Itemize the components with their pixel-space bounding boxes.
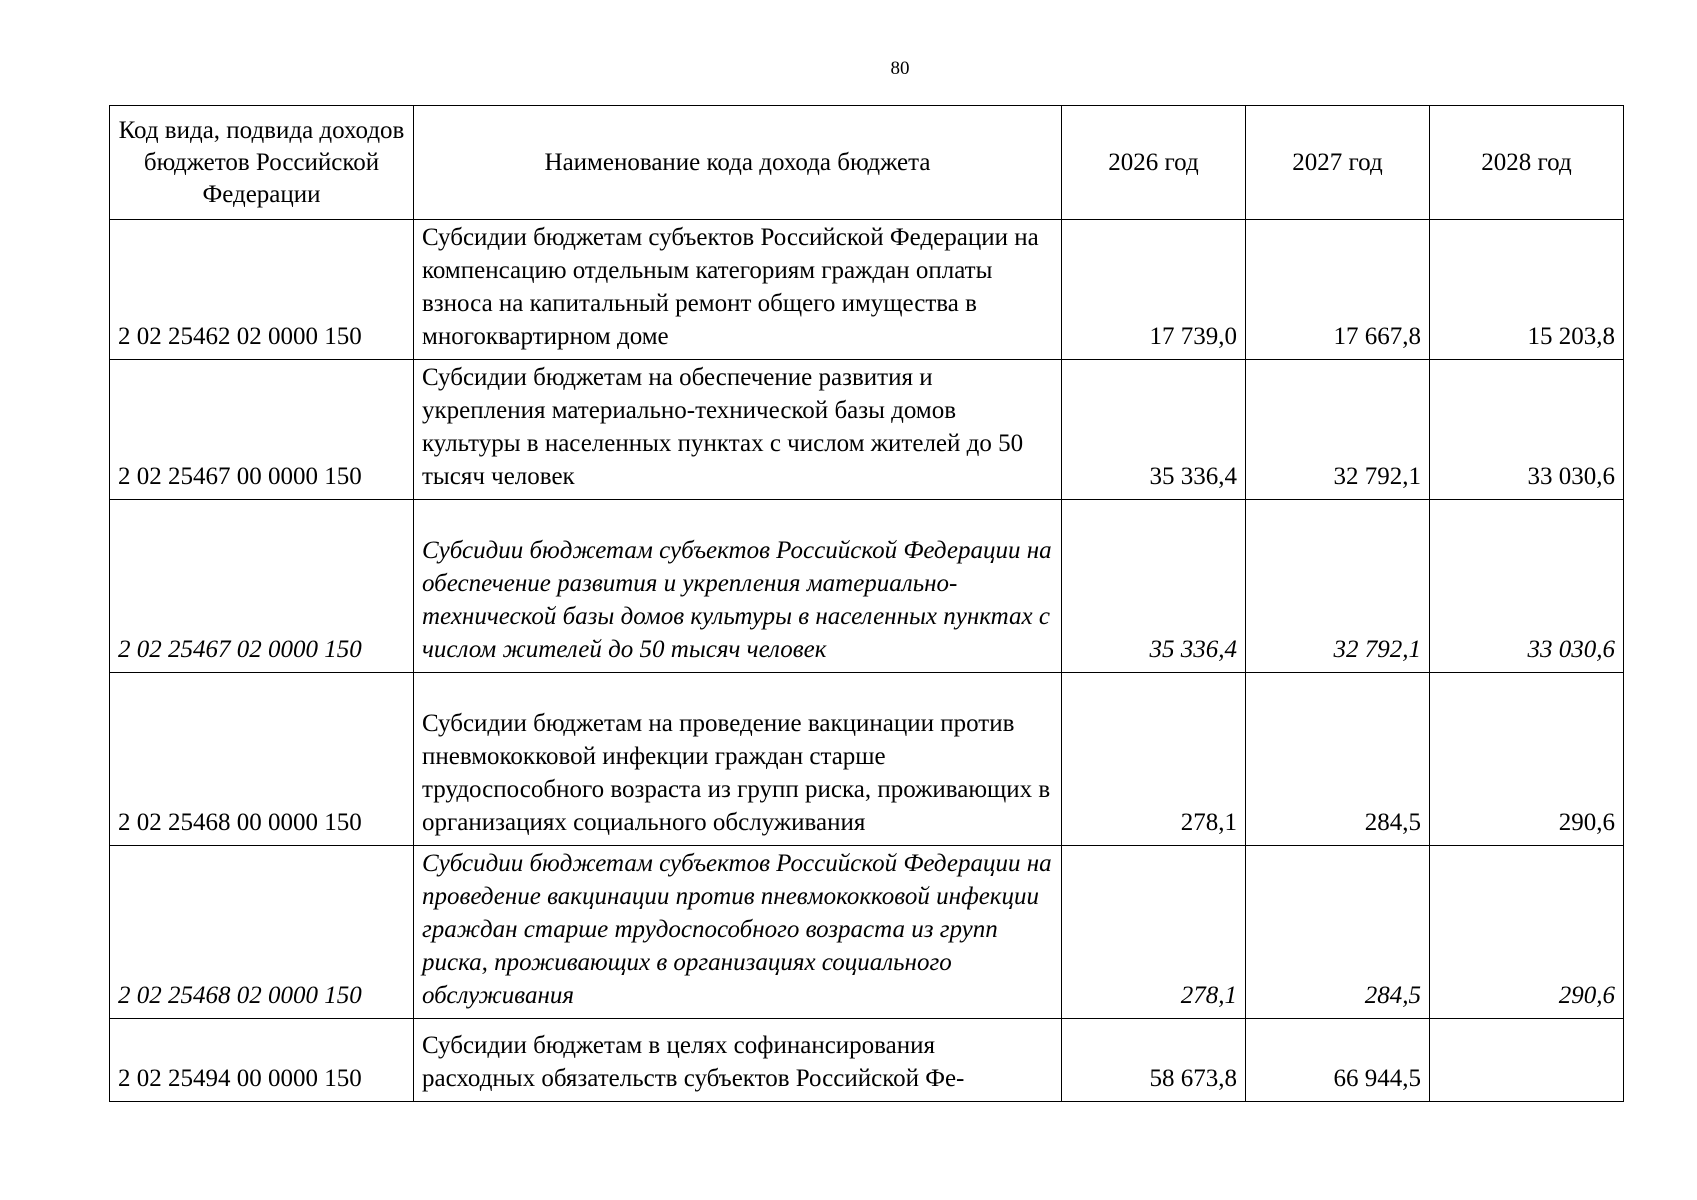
value-2026-cell: 35 336,4 [1062, 360, 1246, 500]
value-2027-cell: 32 792,1 [1246, 360, 1430, 500]
value-2026-cell: 58 673,8 [1062, 1019, 1246, 1102]
value-2028-cell [1430, 1019, 1624, 1102]
value-2026-cell: 35 336,4 [1062, 500, 1246, 673]
revenue-name-cell: Субсидии бюджетам субъектов Российской Федерации на обеспечение развития и укрепления материально-технической базы домов культуры в населенных пунктах с числом жителей до 50 тысяч человек [414, 500, 1062, 673]
header-2027: 2027 год [1246, 106, 1430, 220]
value-2027-cell: 284,5 [1246, 673, 1430, 846]
header-2028: 2028 год [1430, 106, 1624, 220]
header-2026: 2026 год [1062, 106, 1246, 220]
value-2026-cell: 278,1 [1062, 846, 1246, 1019]
header-name: Наименование кода дохода бюджета [414, 106, 1062, 220]
value-2027-cell: 66 944,5 [1246, 1019, 1430, 1102]
page-number: 80 [890, 58, 910, 79]
value-2027-cell: 17 667,8 [1246, 220, 1430, 360]
table-row [110, 360, 1624, 500]
header-code: Код вида, подвида доходов бюджетов Российской Федерации [110, 106, 414, 220]
table-row [110, 673, 1624, 846]
revenue-name-cell: Субсидии бюджетам в целях софинансирования расходных обязательств субъектов Российской Фе- [414, 1019, 1062, 1102]
table-header-row [110, 106, 1624, 220]
value-2028-cell: 33 030,6 [1430, 500, 1624, 673]
value-2028-cell: 290,6 [1430, 673, 1624, 846]
table-row [110, 846, 1624, 1019]
value-2028-cell: 33 030,6 [1430, 360, 1624, 500]
revenue-table [109, 105, 1624, 1102]
table-row [110, 1019, 1624, 1102]
value-2028-cell: 15 203,8 [1430, 220, 1624, 360]
revenue-name-cell: Субсидии бюджетам субъектов Российской Федерации на проведение вакцинации против пневмококковой инфекции граждан старше трудоспособного возраста из групп риска, проживающих в организациях социального обслуживания [414, 846, 1062, 1019]
revenue-name-cell: Субсидии бюджетам субъектов Российской Федерации на компенсацию отдельным категориям граждан оплаты взноса на капитальный ремонт общего имущества в многоквартирном доме [414, 220, 1062, 360]
table-row [110, 220, 1624, 360]
revenue-code-cell: 2 02 25467 00 0000 150 [110, 360, 414, 500]
value-2026-cell: 17 739,0 [1062, 220, 1246, 360]
revenue-code-cell: 2 02 25468 02 0000 150 [110, 846, 414, 1019]
revenue-code-cell: 2 02 25467 02 0000 150 [110, 500, 414, 673]
revenue-code-cell: 2 02 25494 00 0000 150 [110, 1019, 414, 1102]
value-2026-cell: 278,1 [1062, 673, 1246, 846]
revenue-code-cell: 2 02 25468 00 0000 150 [110, 673, 414, 846]
revenue-name-cell: Субсидии бюджетам на проведение вакцинации против пневмококковой инфекции граждан старше трудоспособного возраста из групп риска, проживающих в организациях социального обслуживания [414, 673, 1062, 846]
value-2028-cell: 290,6 [1430, 846, 1624, 1019]
table-row [110, 500, 1624, 673]
revenue-code-cell: 2 02 25462 02 0000 150 [110, 220, 414, 360]
value-2027-cell: 32 792,1 [1246, 500, 1430, 673]
revenue-name-cell: Субсидии бюджетам на обеспечение развития и укрепления материально-технической базы домов культуры в населенных пунктах с числом жителей до 50 тысяч человек [414, 360, 1062, 500]
value-2027-cell: 284,5 [1246, 846, 1430, 1019]
